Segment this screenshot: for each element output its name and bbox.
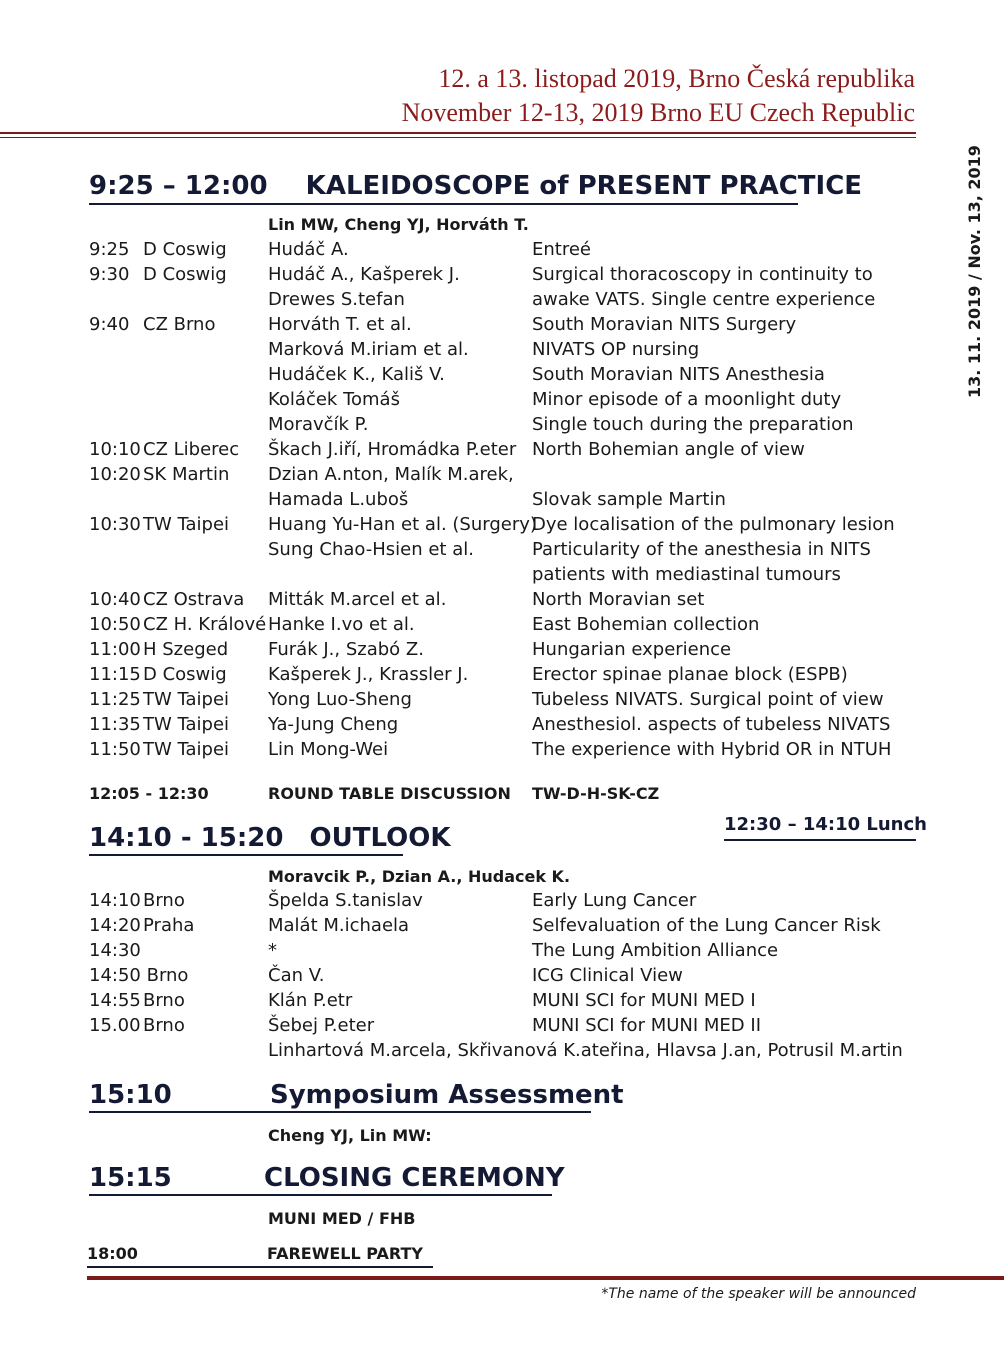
program-topic: Erector spinae planae block (ESPB) <box>532 664 848 685</box>
program-speaker: Kašperek J., Krassler J. <box>268 664 469 685</box>
header-rule <box>0 132 916 134</box>
program-topic: North Bohemian angle of view <box>532 439 805 460</box>
assessment-time: 15:10 <box>89 1080 172 1110</box>
program-speaker: Drewes S.tefan <box>268 289 405 310</box>
program-speaker: Hudáč A., Kašperek J. <box>268 264 460 285</box>
program-topic: awake VATS. Single centre experience <box>532 289 876 310</box>
program-place: CZ Ostrava <box>143 589 245 610</box>
session1-title: KALEIDOSCOPE of PRESENT PRACTICE <box>305 171 863 201</box>
header-rule-thin <box>0 137 916 138</box>
program-time: 9:25 <box>89 239 130 260</box>
program-speaker: Horváth T. et al. <box>268 314 412 335</box>
closing-by: MUNI MED / FHB <box>268 1209 416 1228</box>
side-date-label: 13. 11. 2019 / Nov. 13, 2019 <box>965 145 984 398</box>
program-speaker: Sung Chao-Hsien et al. <box>268 539 474 560</box>
program-time: 10:20 <box>89 464 141 485</box>
program-place: TW Taipei <box>143 514 230 535</box>
program-topic: NIVATS OP nursing <box>532 339 700 360</box>
program-time: 11:35 <box>89 714 141 735</box>
program-place: Brno <box>143 890 185 911</box>
program-speaker: * <box>268 940 277 961</box>
closing-heading <box>89 1162 172 1194</box>
program-time: 9:30 <box>89 264 130 285</box>
header-english-date: November 12-13, 2019 Brno EU Czech Republic <box>401 98 915 127</box>
program-place: D Coswig <box>143 664 227 685</box>
program-topic: South Moravian NITS Anesthesia <box>532 364 825 385</box>
program-speaker: Klán P.etr <box>268 990 353 1011</box>
program-place: CZ Liberec <box>143 439 240 460</box>
lunch-underline <box>724 839 916 841</box>
program-time: 11:15 <box>89 664 141 685</box>
program-topic: Minor episode of a moonlight duty <box>532 389 842 410</box>
program-topic: Selfevaluation of the Lung Cancer Risk <box>532 915 881 936</box>
program-topic: The experience with Hybrid OR in NTUH <box>532 739 892 760</box>
program-topic: East Bohemian collection <box>532 614 760 635</box>
program-topic: MUNI SCI for MUNI MED II <box>532 1015 761 1036</box>
program-place: CZ H. Králové <box>143 614 267 635</box>
program-speaker: Moravčík P. <box>268 414 369 435</box>
program-speaker: Škach J.iří, Hromádka P.eter <box>268 439 517 460</box>
program-topic: North Moravian set <box>532 589 705 610</box>
closing-time: 15:15 <box>89 1163 172 1193</box>
program-topic: Particularity of the anesthesia in NITS <box>532 539 871 560</box>
session2-chairs: Moravcik P., Dzian A., Hudacek K. <box>268 867 571 886</box>
program-speaker: Špelda S.tanislav <box>268 890 423 911</box>
session1-chairs: Lin MW, Cheng YJ, Horváth T. <box>268 215 529 234</box>
program-speaker: Koláček Tomáš <box>268 389 400 410</box>
program-topic: Tubeless NIVATS. Surgical point of view <box>532 689 884 710</box>
program-topic: South Moravian NITS Surgery <box>532 314 797 335</box>
program-place: Brno <box>143 990 185 1011</box>
program-time: 14:30 <box>89 940 141 961</box>
program-time: 11:00 <box>89 639 141 660</box>
program-topic: Hungarian experience <box>532 639 732 660</box>
session2-underline <box>89 854 403 856</box>
program-time: 14:20 <box>89 915 141 936</box>
program-time: 10:40 <box>89 589 141 610</box>
session1-heading <box>89 170 862 202</box>
program-speaker: Furák J., Szabó Z. <box>268 639 424 660</box>
program-time: 9:40 <box>89 314 130 335</box>
program-time: 10:50 <box>89 614 141 635</box>
program-time: 11:25 <box>89 689 141 710</box>
program-topic: Entreé <box>532 239 591 260</box>
program-speaker: Malát M.ichaela <box>268 915 410 936</box>
farewell-label: FAREWELL PARTY <box>267 1244 424 1263</box>
program-topic: patients with mediastinal tumours <box>532 564 841 585</box>
program-time: 10:10 <box>89 439 141 460</box>
program-speaker: Linhartová M.arcela, Skřivanová K.ateřina, Hlavsa J.an, Potrusil M.artin <box>268 1040 903 1061</box>
program-topic: Early Lung Cancer <box>532 890 697 911</box>
program-topic: Dye localisation of the pulmonary lesion <box>532 514 895 535</box>
assessment-chairs: Cheng YJ, Lin MW: <box>268 1126 432 1145</box>
assessment-title: Symposium Assessment <box>270 1080 624 1110</box>
farewell-underline <box>87 1266 433 1268</box>
closing-title: CLOSING CEREMONY <box>264 1163 565 1193</box>
program-time: 14:55 <box>89 990 141 1011</box>
program-time: 14:50 Brno <box>89 965 189 986</box>
program-topic: Anesthesiol. aspects of tubeless NIVATS <box>532 714 891 735</box>
farewell-time: 18:00 <box>87 1244 138 1263</box>
program-speaker: Marková M.iriam et al. <box>268 339 469 360</box>
session2-title: OUTLOOK <box>309 823 451 853</box>
session2-time: 14:10 - 15:20 <box>89 823 284 853</box>
program-topic: The Lung Ambition Alliance <box>532 940 779 961</box>
program-speaker: Dzian A.nton, Malík M.arek, <box>268 464 514 485</box>
session1-time: 9:25 – 12:00 <box>89 171 268 201</box>
closing-underline <box>89 1194 552 1196</box>
program-speaker: Šebej P.eter <box>268 1015 375 1036</box>
program-place: CZ Brno <box>143 314 216 335</box>
assessment-heading <box>89 1079 172 1111</box>
program-speaker: Lin Mong-Wei <box>268 739 389 760</box>
program-time: 15.00 <box>89 1015 141 1036</box>
program-place: Brno <box>143 1015 185 1036</box>
round-table-label: ROUND TABLE DISCUSSION <box>268 784 511 803</box>
program-topic: Single touch during the preparation <box>532 414 854 435</box>
program-speaker: Huang Yu-Han et al. (Surgery) <box>268 514 537 535</box>
program-speaker: Mitták M.arcel et al. <box>268 589 447 610</box>
round-table-time: 12:05 - 12:30 <box>89 784 209 803</box>
program-place: TW Taipei <box>143 739 230 760</box>
program-place: TW Taipei <box>143 689 230 710</box>
lunch-label: 12:30 – 14:10 Lunch <box>724 814 927 835</box>
program-speaker: Hanke I.vo et al. <box>268 614 415 635</box>
program-time: 14:10 <box>89 890 141 911</box>
program-place: SK Martin <box>143 464 230 485</box>
program-place: TW Taipei <box>143 714 230 735</box>
session1-underline <box>89 203 798 205</box>
program-speaker: Čan V. <box>268 965 325 986</box>
program-topic: ICG Clinical View <box>532 965 683 986</box>
program-place: D Coswig <box>143 264 227 285</box>
program-place: H Szeged <box>143 639 229 660</box>
footer-rule <box>87 1276 1004 1280</box>
program-place: Praha <box>143 915 195 936</box>
assessment-underline <box>89 1111 591 1113</box>
program-place: D Coswig <box>143 239 227 260</box>
program-topic: MUNI SCI for MUNI MED I <box>532 990 756 1011</box>
program-time: 10:30 <box>89 514 141 535</box>
footnote: *The name of the speaker will be announced <box>601 1286 916 1302</box>
program-topic: Surgical thoracoscopy in continuity to <box>532 264 873 285</box>
program-speaker: Hudáček K., Kališ V. <box>268 364 445 385</box>
program-speaker: Yong Luo-Sheng <box>268 689 412 710</box>
program-speaker: Hudáč A. <box>268 239 349 260</box>
program-speaker: Ya-Jung Cheng <box>268 714 399 735</box>
program-speaker: Hamada L.uboš <box>268 489 409 510</box>
header-czech-date: 12. a 13. listopad 2019, Brno Česká republika <box>438 64 915 93</box>
round-table-participants: TW-D-H-SK-CZ <box>532 784 660 803</box>
program-topic: Slovak sample Martin <box>532 489 726 510</box>
session2-heading <box>89 822 451 854</box>
program-time: 11:50 <box>89 739 141 760</box>
